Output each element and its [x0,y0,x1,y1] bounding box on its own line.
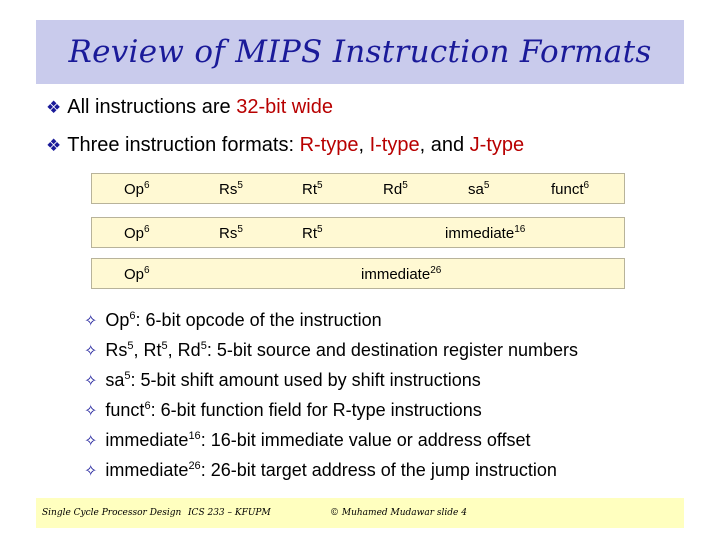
title-bar [36,20,684,84]
separator: , [358,134,370,156]
r-type-format-row [91,173,625,204]
field-immediate: immediate$^{16}$ [445,224,526,242]
field-immediate: immediate$^{26}$ [361,265,442,283]
footer-course-code: ICS 233 – KFUPM [188,508,271,518]
field-rs: Rs$^5$ [219,180,243,198]
bullet-instruction-width [46,96,333,119]
field-rt: Rt$^5$ [302,180,323,198]
field-rs: Rs$^5$ [219,224,243,242]
field-sa: $sa^5$ [468,180,490,198]
four-point-star-icon: ✧ [84,403,98,420]
four-point-star-icon: ✧ [84,463,98,480]
page-title: Review of MIPS Instruction Formats [68,34,652,70]
footer-course-topic: Single Cycle Processor Design [42,508,182,518]
bullet-text: Three instruction formats: [67,134,300,156]
i-type-format-row [91,217,625,248]
desc-immediate-16: ✧ immediate$^{16}$: 16-bit immediate value or address offset [84,430,531,450]
highlight-32-bit: 32-bit wide [236,96,333,118]
field-op: Op$^6$ [124,265,150,283]
bullet-text: All instructions are [67,96,237,118]
desc-op: ✧ Op$^6$: 6-bit opcode of the instruction [84,310,382,330]
bullet-instruction-formats [46,134,524,157]
field-op: Op$^6$ [124,180,150,198]
four-point-star-icon: ✧ [84,373,98,390]
desc-registers: ✧ Rs$^5$, Rt$^5$, Rd$^5$: 5-bit source and destination register numbers [84,340,579,360]
field-op: Op$^6$ [124,224,150,242]
four-point-star-icon: ✧ [84,433,98,450]
desc-funct: ✧ funct$^6$: 6-bit function field for R-type instructions [84,400,482,420]
j-type-format-row [91,258,625,289]
diamond-bullet-icon: ❖ [46,136,62,155]
field-rt: Rt$^5$ [302,224,323,242]
highlight-r-type: R-type [299,134,359,156]
diamond-bullet-icon: ❖ [46,98,62,117]
four-point-star-icon: ✧ [84,343,98,360]
footer-author-slide: © Muhamed Mudawar slide 4 [330,508,467,518]
highlight-i-type: I-type [369,134,420,156]
desc-sa: ✧ $sa^5$: 5-bit shift amount used by shift instructions [84,370,481,390]
separator: , and [419,134,470,156]
field-funct: funct$^6$ [551,180,590,198]
highlight-j-type: J-type [469,134,525,156]
four-point-star-icon: ✧ [84,313,98,330]
field-rd: Rd$^5$ [383,180,408,198]
slide-footer [36,498,684,528]
desc-immediate-26: ✧ immediate$^{26}$: 26-bit target address of the jump instruction [84,460,557,480]
